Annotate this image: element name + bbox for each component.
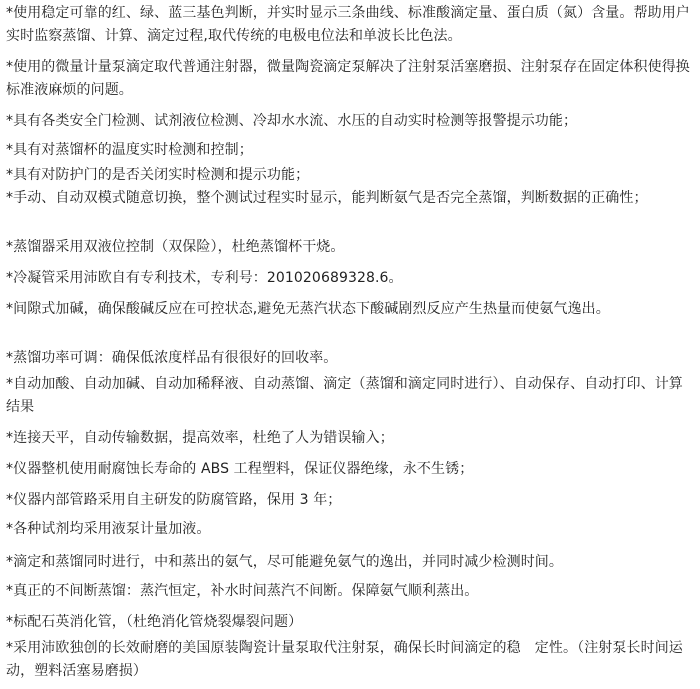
feature-paragraph-18: *标配石英消化管，（杜绝消化管烧裂爆裂问题） bbox=[6, 614, 303, 630]
feature-paragraph-6: *手动、自动双模式随意切换，整个测试过程实时显示，能判断氨气是否完全蒸馏，判断数据的正确性； bbox=[6, 190, 648, 206]
feature-paragraph-19: *采用沛欧独创的长效耐磨的美国原装陶瓷计量泵取代注射泵，确保长时间滴定的稳 定性。（注射泵长时间运动，塑料活塞易磨损） bbox=[6, 640, 683, 679]
feature-paragraph-1: *使用稳定可靠的红、绿、蓝三基色判断，并实时显示三条曲线、标准酸滴定量、蛋白质（氮）含量。帮助用户实时监察蒸馏、计算、滴定过程,取代传统的电极电位法和单波长比色法。 bbox=[6, 5, 690, 44]
feature-paragraph-15: *各种试剂均采用液泵计量加液。 bbox=[6, 521, 211, 537]
feature-paragraph-12: *连接天平，自动传输数据，提高效率，杜绝了人为错误输入； bbox=[6, 430, 394, 446]
feature-paragraph-4: *具有对蒸馏杯的温度实时检测和控制； bbox=[6, 142, 253, 158]
feature-paragraph-14: *仪器内部管路采用自主研发的防腐管路，保用 3 年； bbox=[6, 492, 342, 508]
feature-paragraph-16: *滴定和蒸馏同时进行，中和蒸出的氨气，尽可能避免氨气的逸出，并同时减少检测时间。 bbox=[6, 554, 563, 570]
feature-paragraph-2: *使用的微量计量泵滴定取代普通注射器，微量陶瓷滴定泵解决了注射泵活塞磨损、注射泵存在固定体积使得换标准液麻烦的问题。 bbox=[6, 59, 690, 98]
feature-paragraph-13: *仪器整机使用耐腐蚀长寿命的 ABS 工程塑料，保证仪器绝缘，永不生锈； bbox=[6, 461, 474, 477]
feature-paragraph-11: *自动加酸、自动加碱、自动加稀释液、自动蒸馏、滴定（蒸馏和滴定同时进行）、自动保存、自动打印、计算结果 bbox=[6, 376, 683, 415]
feature-paragraph-3: *具有各类安全门检测、试剂液位检测、冷却水水流、水压的自动实时检测等报警提示功能； bbox=[6, 113, 578, 129]
feature-paragraph-5: *具有对防护门的是否关闭实时检测和提示功能； bbox=[6, 167, 310, 183]
feature-paragraph-7: *蒸馏器采用双液位控制（双保险），杜绝蒸馏杯干烧。 bbox=[6, 239, 345, 255]
feature-paragraph-9: *间隙式加碱，确保酸碱反应在可控状态,避免无蒸汽状态下酸碱剧烈反应产生热量而使氨气逸出。 bbox=[6, 301, 610, 317]
feature-paragraph-17: *真正的不间断蒸馏：蒸汽恒定，补水时间蒸汽不间断。保障氨气顺利蒸出。 bbox=[6, 583, 479, 599]
feature-paragraph-8: *冷凝管采用沛欧自有专利技术，专利号：201020689328.6。 bbox=[6, 270, 403, 286]
feature-paragraph-10: *蒸馏功率可调：确保低浓度样品有很很好的回收率。 bbox=[6, 350, 338, 366]
